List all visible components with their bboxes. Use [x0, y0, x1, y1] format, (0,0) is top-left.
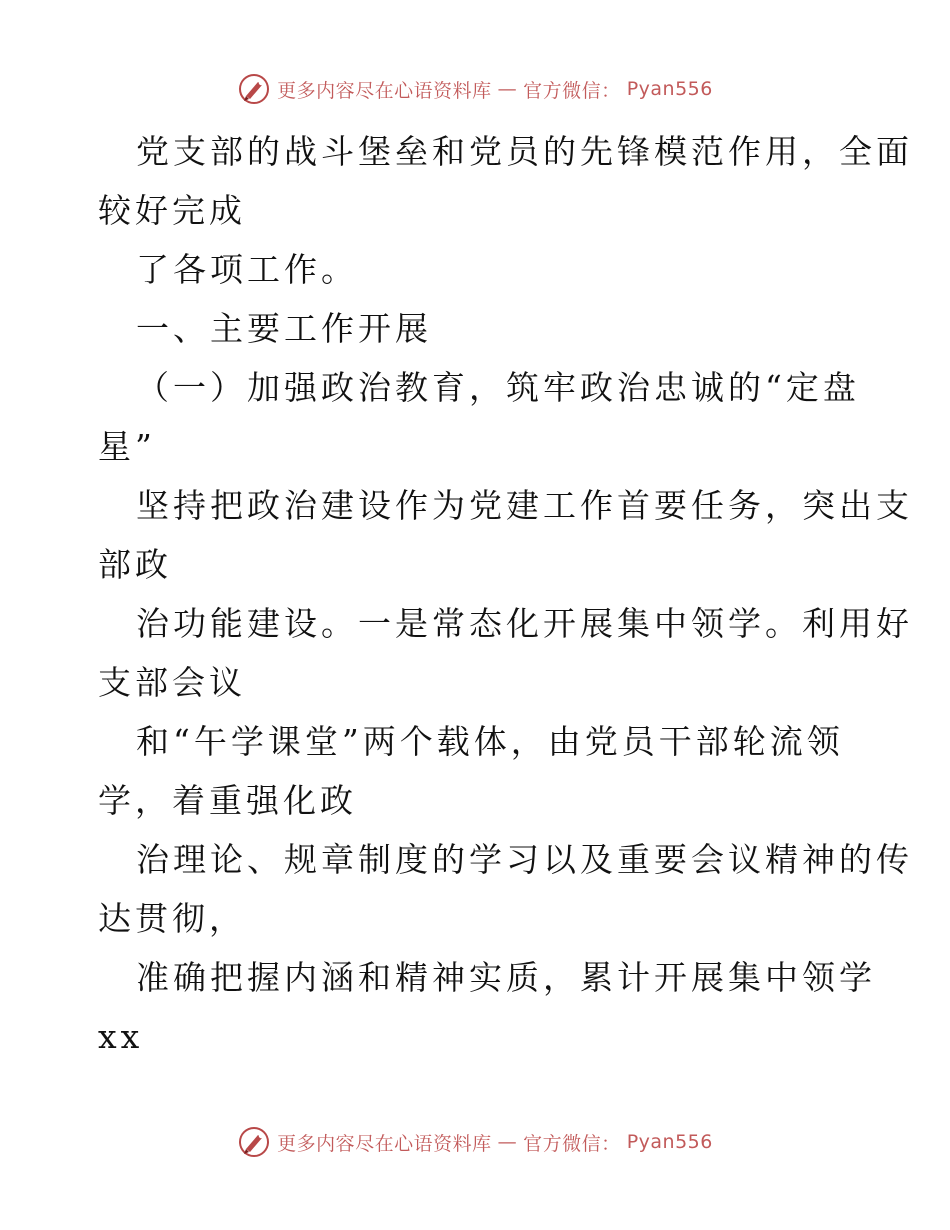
logo-icon: [237, 1125, 271, 1159]
paragraph-3-line-2: 部政: [98, 545, 172, 584]
paragraph-1-line-2: 较好完成: [98, 191, 246, 230]
header-label: 官方微信：: [523, 79, 621, 102]
footer-separator: —: [497, 1131, 518, 1153]
subsection-heading-1: [98, 358, 858, 476]
footer-label: 官方微信：: [523, 1132, 621, 1155]
paragraph-7-line-1: 准确把握内涵和精神实质，累计开展集中领学: [136, 958, 876, 997]
paragraph-7: [98, 948, 876, 1066]
paragraph-3: [98, 476, 913, 594]
footer-brand-text: 更多内容尽在心语资料库: [277, 1132, 492, 1155]
logo-icon: [237, 72, 271, 106]
paragraph-2: [98, 240, 858, 299]
footer-wechat-id: Pyan556: [626, 1131, 713, 1153]
paragraph-1: [98, 122, 913, 240]
section-heading-1: [98, 299, 858, 358]
page-footer-watermark: [0, 1125, 950, 1159]
paragraph-7-line-2: xx: [98, 1017, 144, 1056]
paragraph-3-line-1: 坚持把政治建设作为党建工作首要任务，突出支: [136, 486, 913, 525]
page-header-watermark: [0, 72, 950, 106]
paragraph-5-line-1: 和“午学课堂”两个载体，由党员干部轮流领: [136, 722, 844, 761]
paragraph-6-line-2: 达贯彻，: [98, 899, 246, 938]
subsection-heading-1-line-1: （一）加强政治教育，筑牢政治忠诚的“定盘: [136, 368, 860, 407]
paragraph-5: [98, 712, 858, 830]
paragraph-6-line-1: 治理论、规章制度的学习以及重要会议精神的传: [136, 840, 913, 879]
document-body: [98, 122, 913, 1066]
header-brand-text: 更多内容尽在心语资料库: [277, 79, 492, 102]
paragraph-5-line-2: 学，着重强化政: [98, 781, 357, 820]
paragraph-4-line-2: 支部会议: [98, 663, 246, 702]
header-wechat-id: Pyan556: [626, 78, 713, 100]
section-heading-1-text: 一、主要工作开展: [136, 309, 432, 348]
header-separator: —: [497, 78, 518, 100]
subsection-heading-1-line-2: 星”: [98, 427, 156, 466]
paragraph-4-line-1: 治功能建设。一是常态化开展集中领学。利用好: [136, 604, 913, 643]
paragraph-4: [98, 594, 913, 712]
paragraph-6: [98, 830, 913, 948]
paragraph-1-line-1: 党支部的战斗堡垒和党员的先锋模范作用，全面: [136, 132, 913, 171]
paragraph-2-line-1: 了各项工作。: [136, 250, 358, 289]
